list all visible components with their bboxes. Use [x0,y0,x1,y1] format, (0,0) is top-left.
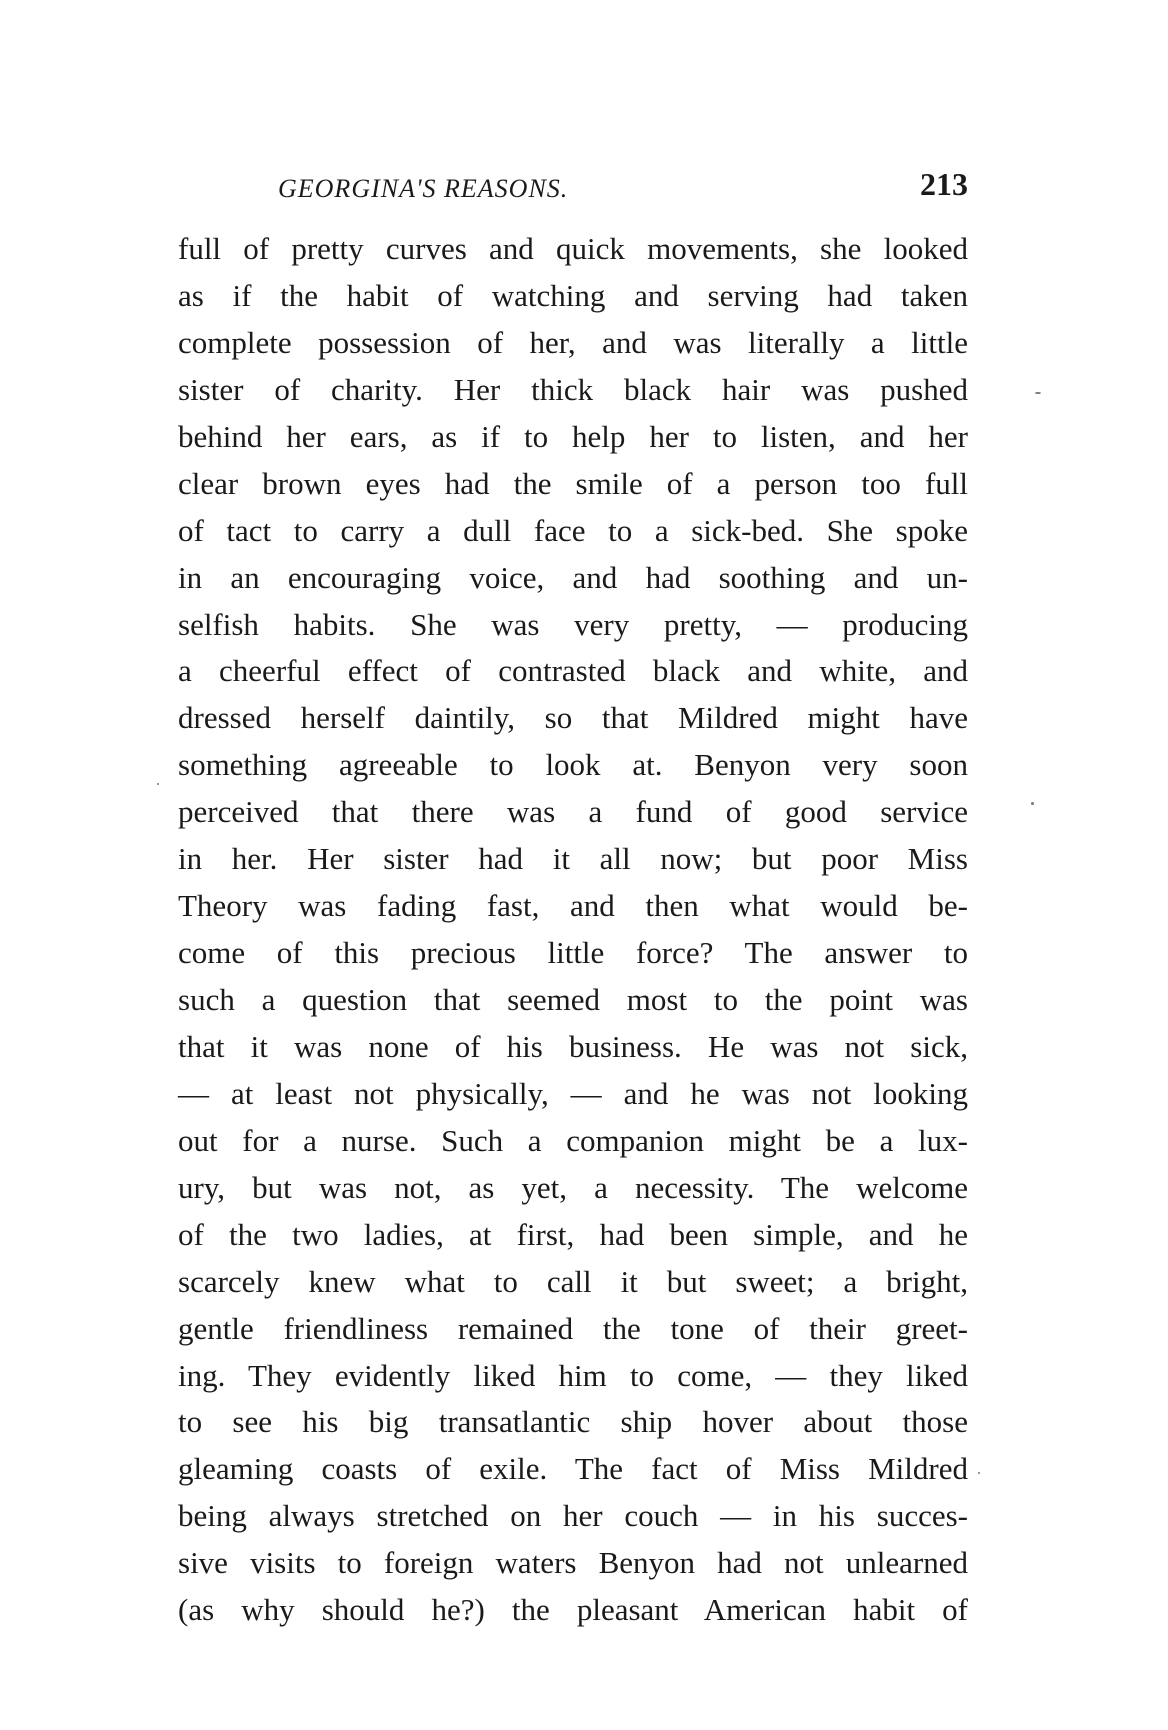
page-number: 213 [920,166,968,202]
text-line: ing. They evidently liked him to come, — they liked [178,1357,968,1393]
scan-speck [157,783,159,785]
running-head [178,160,968,210]
text-line: sive visits to foreign waters Benyon had not unlearned [178,1545,968,1581]
text-line: that it was none of his business. He was not sick, [178,1028,968,1064]
scan-speck [1035,392,1041,394]
text-line: selfish habits. She was very pretty, — producing [178,606,968,642]
running-title: GEORGINA'S REASONS. [278,174,569,203]
body-text [178,226,968,1634]
text-line: come of this precious little force? The answer to [178,935,968,971]
text-line: such a question that seemed most to the point was [178,982,968,1017]
text-line: perceived that there was a fund of good service [178,794,968,830]
text-line: in an encouraging voice, and had soothing and un- [178,559,968,595]
text-line: to see his big transatlantic ship hover about those [178,1404,968,1440]
text-line: sister of charity. Her thick black hair was pushed [178,371,968,407]
text-line: full of pretty curves and quick movements, she looked [178,231,968,266]
scan-speck [1031,802,1034,805]
text-line: a cheerful effect of contrasted black and white, and [178,653,968,689]
text-line: gleaming coasts of exile. The fact of Miss Mildred [178,1451,968,1487]
text-line: something agreeable to look at. Benyon very soon [178,747,968,783]
text-line: clear brown eyes had the smile of a person too full [178,465,968,501]
text-line: as if the habit of watching and serving had taken [178,277,968,313]
text-line: (as why should he?) the pleasant American habit of [178,1592,968,1628]
text-line: of tact to carry a dull face to a sick-bed. She spoke [178,512,968,548]
text-line: Theory was fading fast, and then what would be- [178,888,968,924]
text-line: — at least not physically, — and he was not looking [178,1075,968,1111]
scan-speck [978,1472,980,1474]
text-line: being always stretched on her couch — in his succes- [178,1498,968,1534]
text-line: complete possession of her, and was literally a little [178,324,968,360]
text-line: scarcely knew what to call it but sweet; a bright, [178,1263,968,1299]
text-line: ury, but was not, as yet, a necessity. The welcome [178,1169,968,1205]
text-line: out for a nurse. Such a companion might be a lux- [178,1122,968,1158]
text-line: of the two ladies, at first, had been simple, and he [178,1216,968,1252]
text-line: behind her ears, as if to help her to listen, and her [178,418,968,454]
text-line: gentle friendliness remained the tone of their greet- [178,1310,968,1346]
text-line: in her. Her sister had it all now; but poor Miss [178,841,968,877]
text-line: dressed herself daintily, so that Mildred might have [178,700,968,736]
